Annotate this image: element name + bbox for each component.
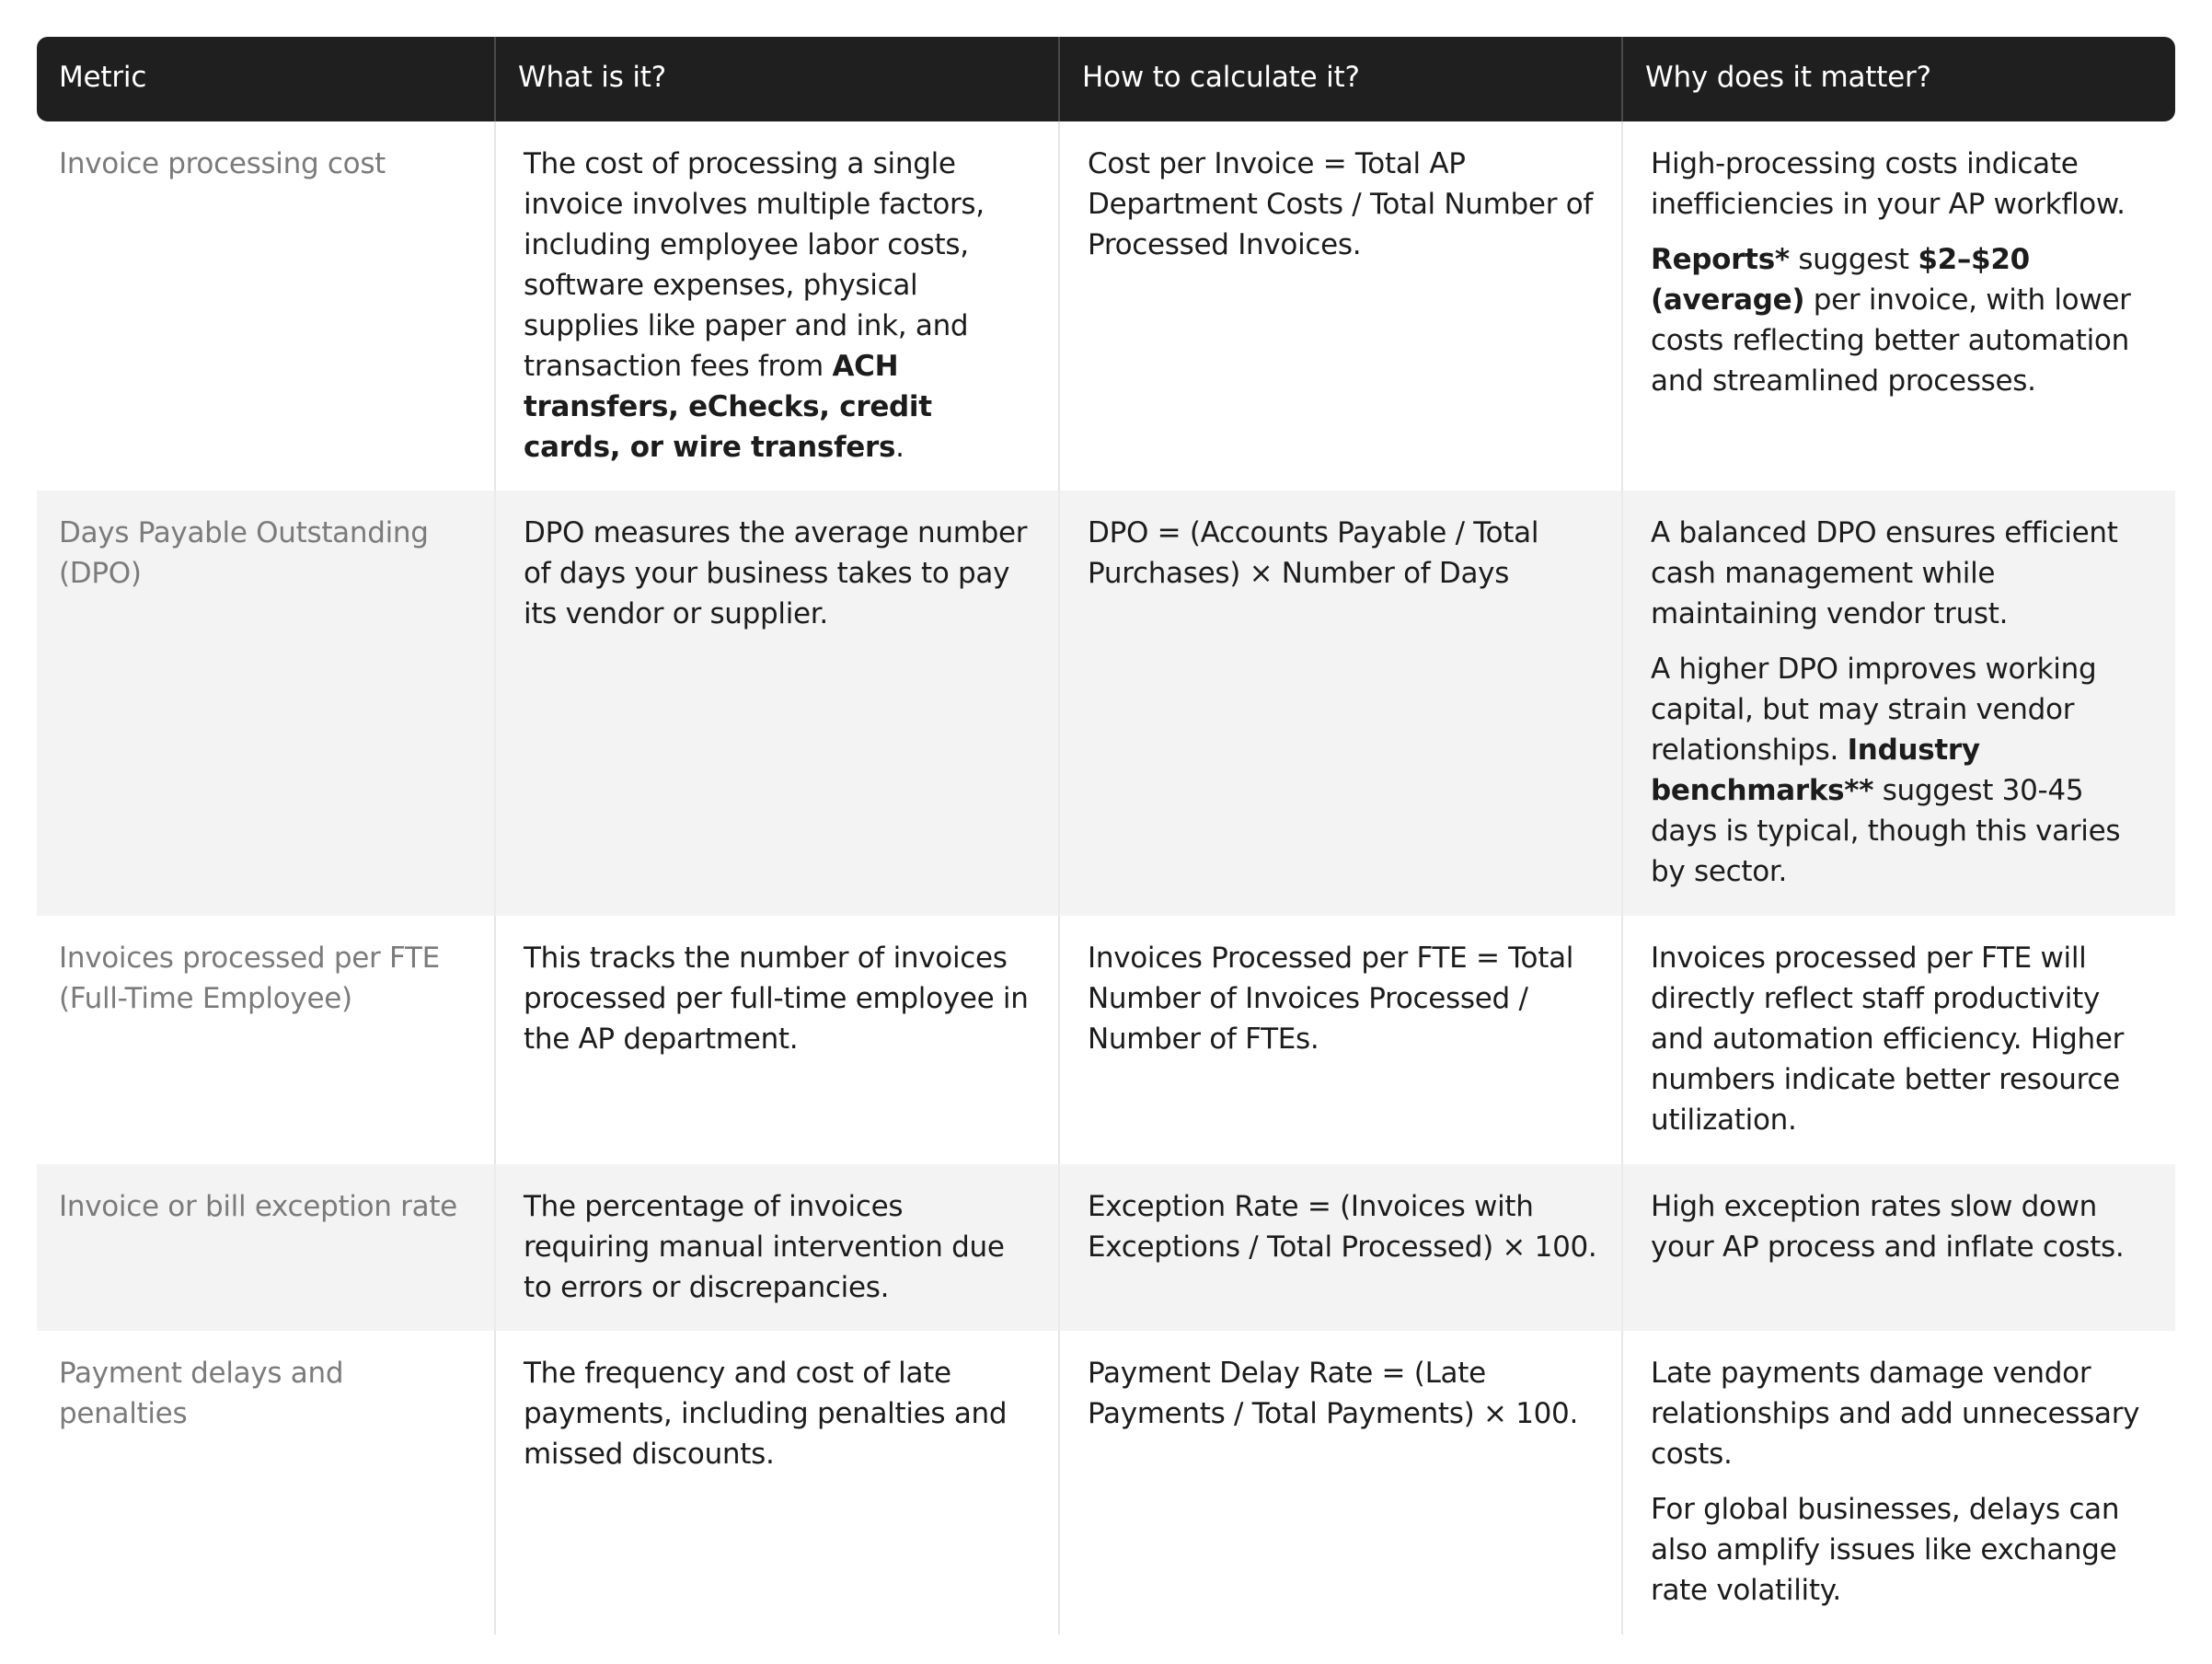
metric-formula: Cost per Invoice = Total AP Department Costs / Total Number of Processed Invoices. xyxy=(1058,121,1621,491)
metric-importance: A balanced DPO ensures efficient cash management while maintaining vendor trust. A higher DPO improves working capital, but may strain vendor relationships. Industry benchmarks** suggest 30-45 days is typical, though this varies by sector. xyxy=(1621,491,2175,916)
table-row xyxy=(37,121,2175,491)
header-why-it-matters: Why does it matter? xyxy=(1621,37,2175,121)
reports-reference: Reports* xyxy=(1651,243,1790,276)
payment-methods-emphasis: ACH transfers, eChecks, credit cards, or wire transfers xyxy=(524,350,932,464)
metric-importance: Invoices processed per FTE will directly reflect staff productivity and automation efficiency. Higher numbers indicate better resource utilization. xyxy=(1621,916,2175,1164)
metric-name: Invoice processing cost xyxy=(59,147,386,180)
metric-formula: Exception Rate = (Invoices with Exceptions / Total Processed) × 100. xyxy=(1058,1164,1621,1331)
metric-formula: Payment Delay Rate = (Late Payments / Total Payments) × 100. xyxy=(1058,1331,1621,1635)
header-how-to-calculate: How to calculate it? xyxy=(1058,37,1621,121)
metric-definition: The frequency and cost of late payments, including penalties and missed discounts. xyxy=(494,1331,1058,1635)
metric-importance: Late payments damage vendor relationships and add unnecessary costs. For global businesses, delays can also amplify issues like exchange rate volatility. xyxy=(1621,1331,2175,1635)
metric-importance: High exception rates slow down your AP process and inflate costs. xyxy=(1621,1164,2175,1331)
metric-formula: Invoices Processed per FTE = Total Number of Invoices Processed / Number of FTEs. xyxy=(1058,916,1621,1164)
table-row xyxy=(37,1331,2175,1635)
table-row xyxy=(37,1164,2175,1331)
metric-definition: The percentage of invoices requiring manual intervention due to errors or discrepancies. xyxy=(494,1164,1058,1331)
metric-definition: DPO measures the average number of days your business takes to pay its vendor or supplier. xyxy=(494,491,1058,916)
header-metric: Metric xyxy=(59,61,147,94)
header-what-is-it: What is it? xyxy=(494,37,1058,121)
metric-definition: The cost of processing a single invoice involves multiple factors, including employee labor costs, software expenses, physical supplies like paper and ink, and transaction fees from ACH transfers, eChecks, credit cards, or wire transfers. xyxy=(494,121,1058,491)
metric-formula: DPO = (Accounts Payable / Total Purchases) × Number of Days xyxy=(1058,491,1621,916)
cost-range-emphasis: $2–$20 (average) xyxy=(1651,243,2030,317)
metric-name: Invoice or bill exception rate xyxy=(59,1190,457,1223)
table-row xyxy=(37,491,2175,916)
ap-metrics-table xyxy=(37,37,2175,1635)
table-row xyxy=(37,916,2175,1164)
metric-name: Payment delays and penalties xyxy=(59,1357,344,1430)
table-header xyxy=(37,37,2175,121)
metric-name: Invoices processed per FTE (Full-Time Employee) xyxy=(59,942,440,1015)
metric-name: Days Payable Outstanding (DPO) xyxy=(59,516,429,590)
metric-importance: High-processing costs indicate inefficiencies in your AP workflow. Reports* suggest $2–$20 (average) per invoice, with lower costs reflecting better automation and streamlined processes. xyxy=(1621,121,2175,491)
industry-benchmarks-reference: Industry benchmarks** xyxy=(1651,734,1980,807)
metric-definition: This tracks the number of invoices processed per full-time employee in the AP department. xyxy=(494,916,1058,1164)
